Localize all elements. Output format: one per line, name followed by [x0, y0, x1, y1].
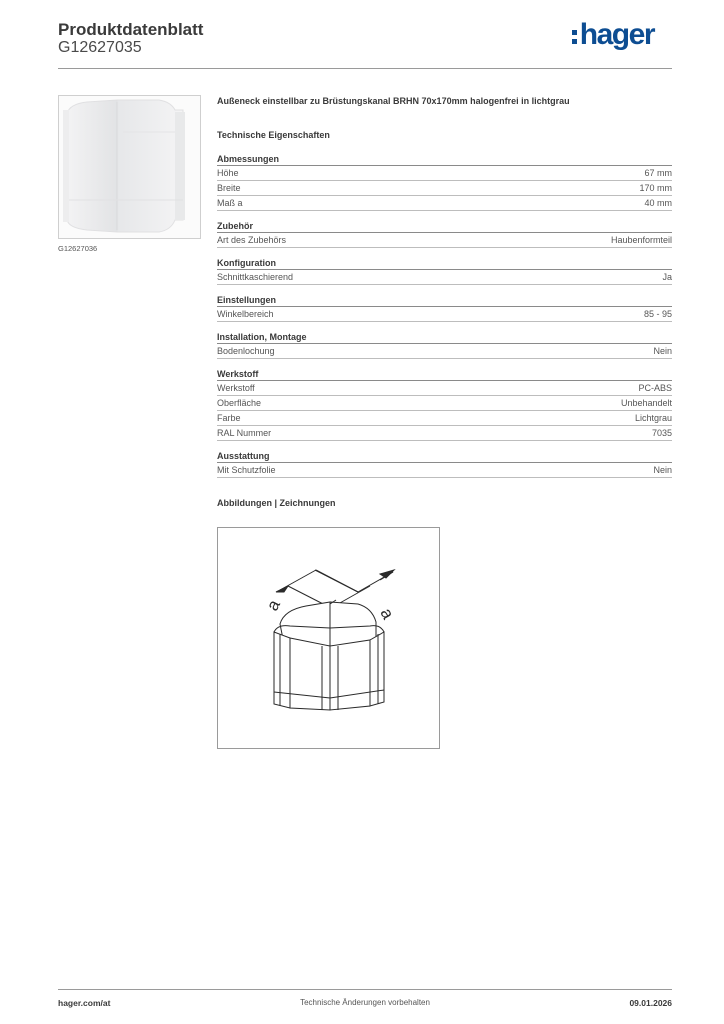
spec-value: Lichtgrau [634, 413, 672, 423]
footer-website-link[interactable]: hager.com/at [58, 998, 111, 1008]
spec-label: Farbe [217, 413, 241, 423]
section-einstellungen [217, 295, 672, 322]
spec-row [217, 166, 672, 181]
product-description: Außeneck einstellbar zu Brüstungskanal BRHN 70x170mm halogenfrei in lichtgrau [217, 96, 570, 106]
footer-date: 09.01.2026 [629, 998, 672, 1008]
article-number: G12627035 [58, 39, 142, 56]
figures-heading: Abbildungen | Zeichnungen [217, 498, 336, 508]
section-abmessungen [217, 154, 672, 211]
section-title: Zubehör [217, 221, 672, 233]
spec-value: Nein [653, 346, 672, 356]
section-title: Ausstattung [217, 451, 672, 463]
spec-row [217, 396, 672, 411]
logo-colon-icon [572, 30, 577, 44]
technical-drawing [217, 527, 440, 749]
spec-label: Oberfläche [217, 398, 262, 408]
dimension-label-right: a [376, 604, 398, 623]
spec-row [217, 233, 672, 248]
section-title: Abmessungen [217, 154, 672, 166]
spec-label: Werkstoff [217, 383, 255, 393]
specifications [217, 96, 672, 512]
spec-value: 67 mm [644, 168, 672, 178]
spec-row [217, 381, 672, 396]
section-title: Einstellungen [217, 295, 672, 307]
tech-properties-heading: Technische Eigenschaften [217, 130, 330, 140]
section-installation-montage [217, 332, 672, 359]
section-konfiguration [217, 258, 672, 285]
spec-row [217, 181, 672, 196]
spec-row [217, 344, 672, 359]
spec-value: 40 mm [644, 198, 672, 208]
spec-row [217, 307, 672, 322]
spec-row [217, 270, 672, 285]
spec-value: 85 - 95 [643, 309, 672, 319]
header-divider [58, 68, 672, 69]
hager-logo [572, 20, 654, 50]
spec-row [217, 463, 672, 478]
spec-label: Höhe [217, 168, 239, 178]
spec-row [217, 196, 672, 211]
spec-label: Winkelbereich [217, 309, 274, 319]
spec-value: 170 mm [639, 183, 672, 193]
spec-label: Mit Schutzfolie [217, 465, 276, 475]
footer-divider [58, 989, 672, 990]
spec-value: Unbehandelt [620, 398, 672, 408]
spec-value: 7035 [651, 428, 672, 438]
section-ausstattung [217, 451, 672, 478]
logo-wordmark: hager [579, 18, 654, 51]
spec-label: Bodenlochung [217, 346, 275, 356]
footer-note: Technische Änderungen vorbehalten [300, 998, 430, 1007]
dimension-label-left: a [262, 596, 284, 614]
section-title: Konfiguration [217, 258, 672, 270]
spec-label: RAL Nummer [217, 428, 272, 438]
spec-value: Ja [662, 272, 672, 282]
spec-row [217, 411, 672, 426]
spec-label: Schnittkaschierend [217, 272, 294, 282]
page-header [58, 20, 672, 70]
product-photo [58, 95, 201, 239]
spec-label: Breite [217, 183, 241, 193]
document-title: Produktdatenblatt [58, 20, 204, 39]
spec-value: PC-ABS [638, 383, 672, 393]
spec-label: Art des Zubehörs [217, 235, 287, 245]
spec-value: Haubenformteil [610, 235, 672, 245]
section-zubehoer [217, 221, 672, 248]
section-werkstoff [217, 369, 672, 441]
section-title: Werkstoff [217, 369, 672, 381]
section-title: Installation, Montage [217, 332, 672, 344]
spec-label: Maß a [217, 198, 243, 208]
image-caption: G12627036 [58, 244, 98, 253]
spec-value: Nein [653, 465, 672, 475]
spec-row [217, 426, 672, 441]
